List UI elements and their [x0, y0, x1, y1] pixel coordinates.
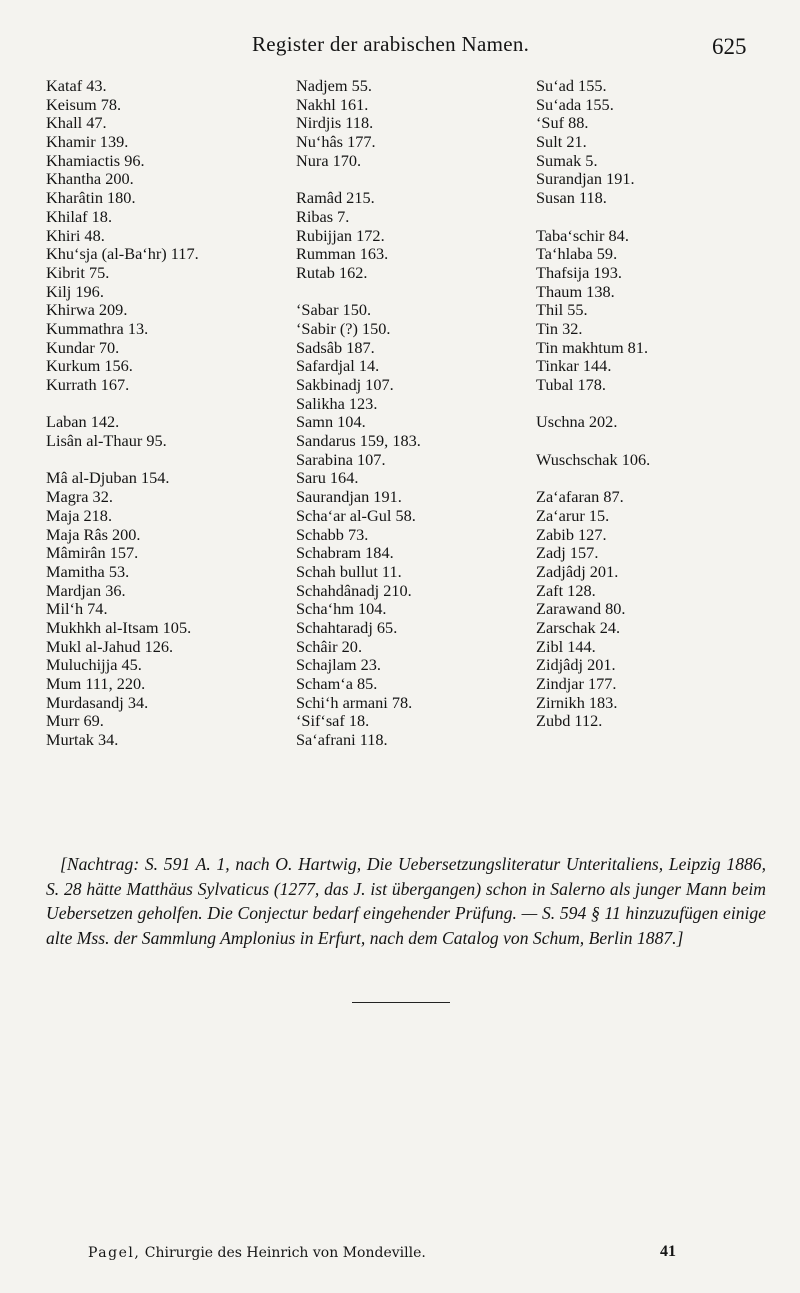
- index-entry: Nadjem 55.: [296, 76, 372, 95]
- index-entry: Tinkar 144.: [536, 356, 612, 376]
- index-entry: Su‘ad 155.: [536, 76, 607, 95]
- index-entry: Scham‘a 85.: [296, 674, 378, 693]
- index-entry: Ramâd 215.: [296, 188, 375, 208]
- index-entry: Khamiactis 96.: [46, 150, 145, 170]
- index-entry: Mukhkh al-Itsam 105.: [46, 617, 192, 637]
- index-entry: Zabib 127.: [536, 524, 607, 544]
- index-entry: Kundar 70.: [46, 337, 120, 357]
- index-entry: Mamitha 53.: [46, 561, 130, 581]
- index-entry: Sadsâb 187.: [296, 337, 375, 357]
- index-entry: Zadj 157.: [536, 543, 599, 563]
- page-footer: [0, 1245, 800, 1269]
- index-entry: Khiri 48.: [46, 225, 105, 245]
- index-entry: Sa‘afrani 118.: [296, 730, 388, 750]
- entry-gap: [536, 432, 776, 451]
- index-entry: Mum 111, 220.: [46, 674, 146, 693]
- index-entry: Kurkum 156.: [46, 356, 133, 376]
- nachtrag-note: [Nachtrag: S. 591 A. 1, nach O. Hartwig, Die Uebersetzungsliteratur Unteritaliens, Leipzig 1886, S. 28 hätte Matthäus Sylvaticus (1277, das J. ist übergangen) schon in Salerno als junger Mann beim Uebersetzen geholfen. Die Conjectur bedarf eingehender Prüfung. — S. 594 § 11 hinzuzufügen einige alte Mss. der Sammlung Amplonius in Erfurt, nach dem Catalog von Schum, Berlin 1887.]: [46, 854, 766, 948]
- index-entry: Zibl 144.: [536, 636, 596, 656]
- sheet-signature: 41: [660, 1243, 676, 1260]
- index-entry: Thaum 138.: [536, 281, 615, 301]
- index-entry: Khirwa 209.: [46, 300, 128, 320]
- index-entry: Nakhl 161.: [296, 94, 369, 114]
- index-entry: Schabb 73.: [296, 524, 369, 544]
- index-entry: Schâir 20.: [296, 636, 363, 656]
- index-entry: Wuschschak 106.: [536, 449, 651, 469]
- index-entry: Khilaf 18.: [46, 206, 113, 226]
- index-entry: Za‘arur 15.: [536, 505, 610, 525]
- index-entry: ‘Sif‘saf 18.: [296, 711, 370, 731]
- entry-gap: [296, 283, 536, 302]
- index-entry: Rumman 163.: [296, 244, 389, 264]
- footer-work: Chirurgie des Heinrich von Mondeville.: [140, 1245, 426, 1261]
- index-entry: Maja Râs 200.: [46, 524, 141, 544]
- index-entry: Magra 32.: [46, 487, 113, 507]
- index-entry: Thafsija 193.: [536, 262, 622, 282]
- index-entry: Kummathra 13.: [46, 318, 149, 338]
- index-entry: Zarawand 80.: [536, 599, 626, 619]
- index-entry: Za‘afaran 87.: [536, 487, 624, 507]
- index-entry: Scha‘hm 104.: [296, 599, 387, 619]
- index-entry: ‘Sabir (?) 150.: [296, 318, 391, 338]
- index-entry: Tin makhtum 81.: [536, 337, 649, 357]
- index-entry: Salikha 123.: [296, 393, 378, 413]
- index-entry: Surandjan 191.: [536, 169, 635, 189]
- index-entry: ‘Suf 88.: [536, 113, 589, 133]
- index-entry: Khamir 139.: [46, 132, 129, 152]
- index-entry: Uschna 202.: [536, 412, 618, 432]
- index-entry: Kilj 196.: [46, 281, 104, 301]
- index-entry: Schi‘h armani 78.: [296, 692, 413, 712]
- index-entry: Saru 164.: [296, 468, 359, 488]
- index-entry: Sakbinadj 107.: [296, 375, 394, 394]
- index-entry: Thil 55.: [536, 300, 588, 320]
- index-column-2: [296, 77, 536, 750]
- index-entry: Ribas 7.: [296, 206, 350, 226]
- page-header: [0, 30, 800, 64]
- entry-gap: [536, 208, 776, 227]
- index-column-3: [536, 77, 776, 731]
- index-entry: Zadjâdj 201.: [536, 561, 619, 581]
- index-entry: Mil‘h 74.: [46, 599, 108, 619]
- index-entry: Sarabina 107.: [296, 449, 386, 469]
- page-number: 625: [712, 34, 747, 59]
- index-entry: Zidjâdj 201.: [536, 655, 616, 675]
- index-entry: Sumak 5.: [536, 150, 598, 170]
- index-entry: Schajlam 23.: [296, 655, 382, 675]
- index-entry: Nura 170.: [296, 150, 362, 170]
- index-entry: Khantha 200.: [46, 169, 134, 189]
- index-entry: Ta‘hlaba 59.: [536, 244, 618, 264]
- index-entry: Zindjar 177.: [536, 674, 617, 693]
- index-entry: Keisum 78.: [46, 94, 122, 114]
- index-entry: Maja 218.: [46, 505, 113, 525]
- index-entry: Kharâtin 180.: [46, 188, 136, 208]
- page-title: Register der arabischen Namen.: [252, 32, 530, 56]
- index-entry: Mâ al-Djuban 154.: [46, 468, 170, 488]
- index-entry: Sult 21.: [536, 132, 587, 152]
- index-entry: Khu‘sja (al-Ba‘hr) 117.: [46, 244, 199, 264]
- index-entry: Schahtaradj 65.: [296, 617, 398, 637]
- index-entry: Rutab 162.: [296, 262, 368, 282]
- index-column-1: [46, 77, 286, 750]
- index-entry: Kibrit 75.: [46, 262, 110, 282]
- entry-gap: [46, 395, 286, 414]
- entry-gap: [46, 451, 286, 470]
- index-entry: Saurandjan 191.: [296, 487, 402, 507]
- index-entry: Kataf 43.: [46, 76, 107, 95]
- index-entry: Taba‘schir 84.: [536, 225, 629, 245]
- index-entry: Murr 69.: [46, 711, 104, 731]
- index-entry: Mâmirân 157.: [46, 543, 139, 563]
- index-entry: Rubijjan 172.: [296, 225, 385, 245]
- index-entry: Schahdânadj 210.: [296, 580, 412, 600]
- footer-credit: [88, 1245, 426, 1261]
- index-entry: Murdasandj 34.: [46, 692, 149, 712]
- index-entry: Mardjan 36.: [46, 580, 126, 600]
- index-entry: Tin 32.: [536, 318, 583, 338]
- entry-gap: [536, 395, 776, 414]
- index-entry: Khall 47.: [46, 113, 107, 133]
- index-entry: Susan 118.: [536, 188, 607, 208]
- entry-gap: [536, 469, 776, 488]
- index-entry: ‘Sabar 150.: [296, 300, 372, 320]
- index-entry: Nirdjis 118.: [296, 113, 374, 133]
- index-entry: Schah bullut 11.: [296, 561, 402, 581]
- index-entry: Nu‘hâs 177.: [296, 132, 376, 152]
- separator-rule: [352, 1002, 450, 1003]
- index-entry: Murtak 34.: [46, 730, 119, 750]
- index-entry: Lisân al-Thaur 95.: [46, 431, 167, 451]
- index-entry: Zubd 112.: [536, 711, 603, 731]
- index-entry: Laban 142.: [46, 412, 120, 432]
- index-entry: Samn 104.: [296, 412, 366, 432]
- entry-gap: [296, 170, 536, 189]
- index-entry: Schabram 184.: [296, 543, 394, 563]
- index-entry: Kurrath 167.: [46, 375, 130, 394]
- index-entry: Scha‘ar al-Gul 58.: [296, 505, 416, 525]
- index-entry: Zirnikh 183.: [536, 692, 618, 712]
- index-entry: Zaft 128.: [536, 580, 596, 600]
- index-entry: Zarschak 24.: [536, 617, 621, 637]
- index-entry: Su‘ada 155.: [536, 94, 614, 114]
- index-entry: Tubal 178.: [536, 375, 606, 394]
- index-entry: Mukl al-Jahud 126.: [46, 636, 174, 656]
- footer-author: Pagel,: [88, 1245, 141, 1261]
- index-entry: Sandarus 159, 183.: [296, 431, 421, 451]
- index-entry: Muluchijja 45.: [46, 655, 142, 675]
- index-entry: Safardjal 14.: [296, 356, 380, 376]
